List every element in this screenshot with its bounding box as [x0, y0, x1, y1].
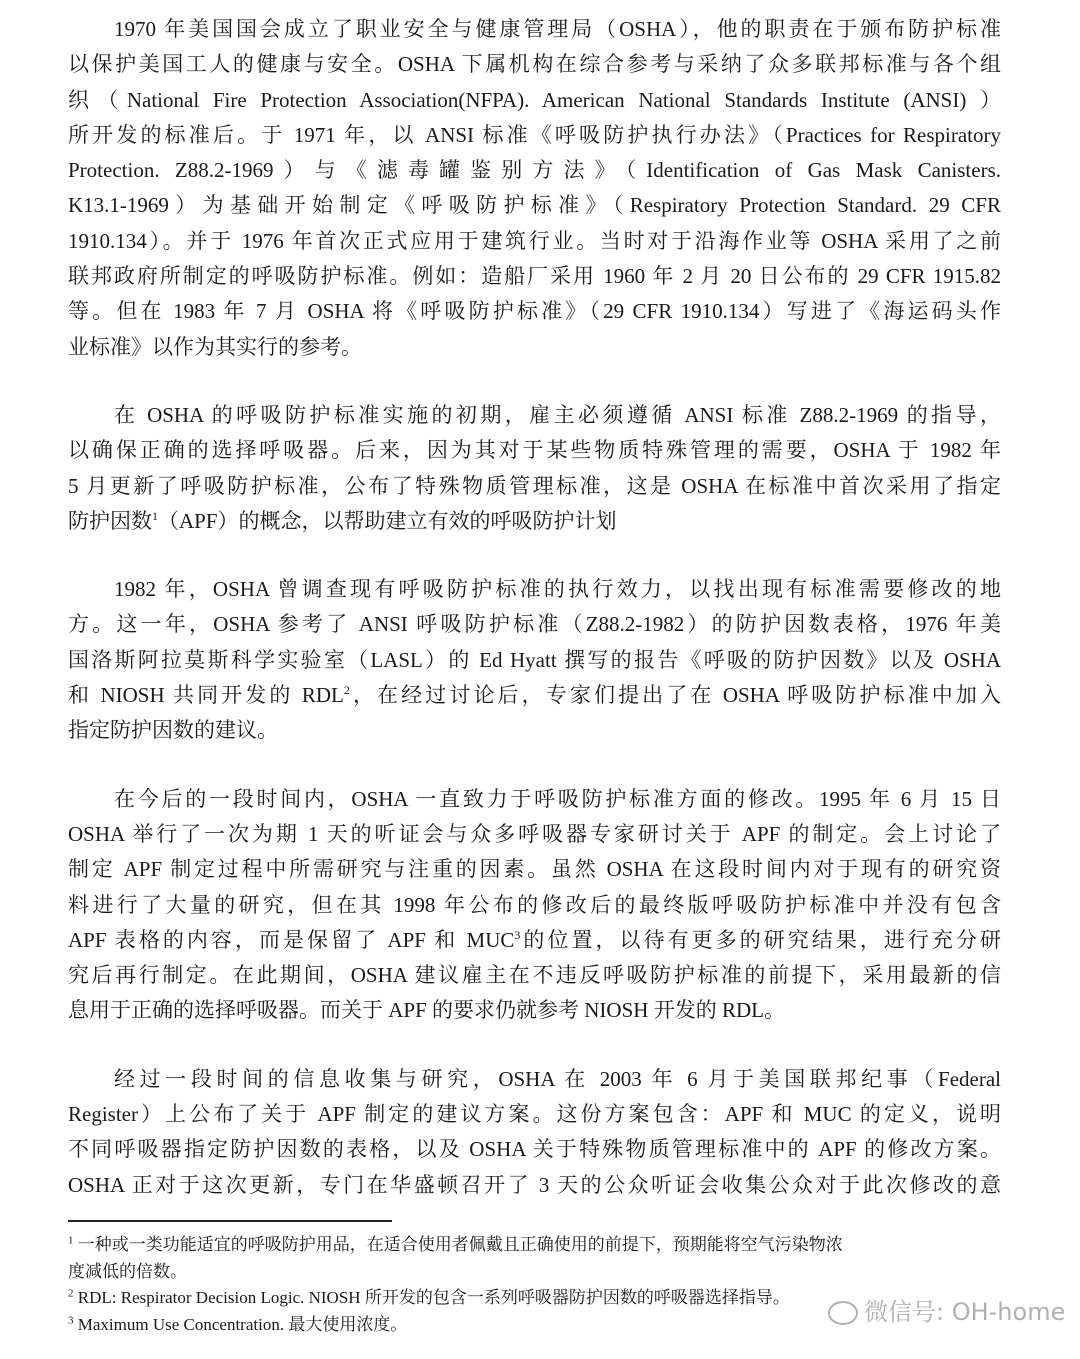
- text-line: [68, 504, 1001, 539]
- watermark: [828, 1292, 1065, 1327]
- text-line: 业标准》以作为其实行的参考。: [68, 334, 362, 359]
- text-line: 1970 年美国国会成立了职业安全与健康管理局（OSHA），他的职责在于颁布防护标准: [114, 17, 1001, 41]
- text-line: 制定 APF 制定过程中所需研究与注重的因素。虽然 OSHA 在这段时间内对于现有的研究资: [68, 857, 1001, 882]
- text-line: [68, 678, 1001, 713]
- text-line: Register）上公布了关于 APF 制定的建议方案。这份方案包含：APF 和 MUC 的定义，说明: [68, 1102, 1001, 1127]
- text-line: 指定防护因数的建议。: [68, 718, 278, 743]
- text-segment: APF 表格的内容，而是保留了 APF 和 MUC: [68, 927, 515, 952]
- text-line: 在 OSHA 的呼吸防护标准实施的初期，雇主必须遵循 ANSI 标准 Z88.2-1969 的指导，: [114, 402, 1001, 427]
- text-line: 所开发的标准后。于 1971 年，以 ANSI 标准《呼吸防护执行办法》（Practices for Respiratory: [68, 122, 1001, 147]
- text-line: 经过一段时间的信息收集与研究，OSHA 在 2003 年 6 月于美国联邦纪事（Federal: [114, 1066, 1001, 1091]
- text-line: 1982 年，OSHA 曾调查现有呼吸防护标准的执行效力，以找出现有标准需要修改的地: [114, 577, 1001, 602]
- footnote-ref: 1: [152, 508, 158, 523]
- text-line: 联邦政府所制定的呼吸防护标准。例如：造船厂采用 1960 年 2 月 20 日公布的 29 CFR 1915.82: [68, 264, 1001, 289]
- paragraph: [68, 572, 1001, 748]
- text-line: 1910.134）。并于 1976 年首次正式应用于建筑行业。当时对于沿海作业等 OSHA 采用了之前: [68, 228, 1001, 253]
- paragraph: [68, 782, 1001, 1029]
- paragraph: [68, 398, 1001, 539]
- text-line: 究后再行制定。在此期间，OSHA 建议雇主在不违反呼吸防护标准的前提下，采用最新的信: [68, 963, 1001, 988]
- footnote-ref: 3: [514, 927, 521, 942]
- text-line: 在今后的一段时间内，OSHA 一直致力于呼吸防护标准方面的修改。1995 年 6 月 15 日: [114, 786, 1001, 811]
- footnote-number: 3: [68, 1313, 74, 1326]
- paragraph: [68, 1062, 1001, 1203]
- text-line: 以保护美国工人的健康与安全。OSHA 下属机构在综合参考与采纳了众多联邦标准与各个组: [68, 52, 1001, 77]
- text-line: 5 月更新了呼吸防护标准，公布了特殊物质管理标准，这是 OSHA 在标准中首次采用了指定: [68, 473, 1001, 498]
- footnote-text: Maximum Use Concentration. 最大使用浓度。: [77, 1314, 408, 1334]
- text-line: 国洛斯阿拉莫斯科学实验室（LASL）的 Ed Hyatt 撰写的报告《呼吸的防护因数》以及 OSHA: [68, 647, 1001, 672]
- text-line: Protection. Z88.2-1969）与《滤毒罐鉴别方法》（Identification of Gas Mask Canisters.: [68, 158, 1001, 183]
- text-line: 以确保正确的选择呼吸器。后来，因为其对于某些物质特殊管理的需要，OSHA 于 1982 年: [68, 438, 1001, 463]
- text-segment: ，在经过讨论后，专家们提出了在 OSHA 呼吸防护标准中加入: [349, 683, 1002, 708]
- text-segment: 防护因数: [68, 508, 152, 533]
- text-line: OSHA 正对于这次更新，专门在华盛顿召开了 3 天的公众听证会收集公众对于此次修改的意: [68, 1172, 1001, 1197]
- text-line: 不同呼吸器指定防护因数的表格，以及 OSHA 关于特殊物质管理标准中的 APF 的修改方案。: [68, 1137, 1001, 1162]
- footnote-text: RDL: Respirator Decision Logic. NIOSH 所开发的包含一系列呼吸器防护因数的呼吸器选择指导。: [77, 1288, 790, 1307]
- footnote-separator: [68, 1220, 392, 1222]
- footnote-ref: 2: [343, 683, 350, 698]
- text-line: 息用于正确的选择呼吸器。而关于 APF 的要求仍就参考 NIOSH 开发的 RDL。: [68, 998, 785, 1023]
- text-segment: 的位置，以待有更多的研究结果，进行充分研: [520, 927, 1001, 952]
- footnote-text: 一种或一类功能适宜的呼吸防护用品，在适合使用者佩戴且正确使用的前提下，预期能将空气污染物浓: [77, 1235, 843, 1254]
- wechat-icon: [828, 1301, 858, 1325]
- paragraph: [68, 12, 1001, 365]
- text-line: 织（National Fire Protection Association(NFPA). American National Standards Institute (ANSI) ）: [68, 87, 1001, 112]
- text-segment: 和 NIOSH 共同开发的 RDL: [68, 683, 344, 708]
- document-body: [68, 12, 1001, 1236]
- text-line: OSHA 举行了一次为期 1 天的听证会与众多呼吸器专家研讨关于 APF 的制定。会上讨论了: [68, 821, 1001, 846]
- text-line: K13.1-1969）为基础开始制定《呼吸防护标准》（Respiratory Protection Standard. 29 CFR: [68, 193, 1001, 218]
- footnote: [68, 1232, 1008, 1259]
- footnote: [68, 1259, 1008, 1286]
- footnote-number: 1: [68, 1234, 74, 1247]
- text-line: 方。这一年，OSHA 参考了 ANSI 呼吸防护标准（Z88.2-1982）的防护因数表格，1976 年美: [68, 612, 1001, 637]
- watermark-text: 微信号: OH-home: [864, 1298, 1066, 1326]
- footnote-number: 2: [68, 1287, 74, 1300]
- footnote-text: 度减低的倍数。: [68, 1261, 187, 1281]
- text-line: 料进行了大量的研究，但在其 1998 年公布的修改后的最终版呼吸防护标准中并没有包含: [68, 892, 1001, 917]
- text-line: 等。但在 1983 年 7 月 OSHA 将《呼吸防护标准》（29 CFR 1910.134）写进了《海运码头作: [68, 299, 1001, 324]
- text-segment: （APF）的概念，以帮助建立有效的呼吸防护计划: [158, 508, 617, 533]
- text-line: [68, 923, 1001, 958]
